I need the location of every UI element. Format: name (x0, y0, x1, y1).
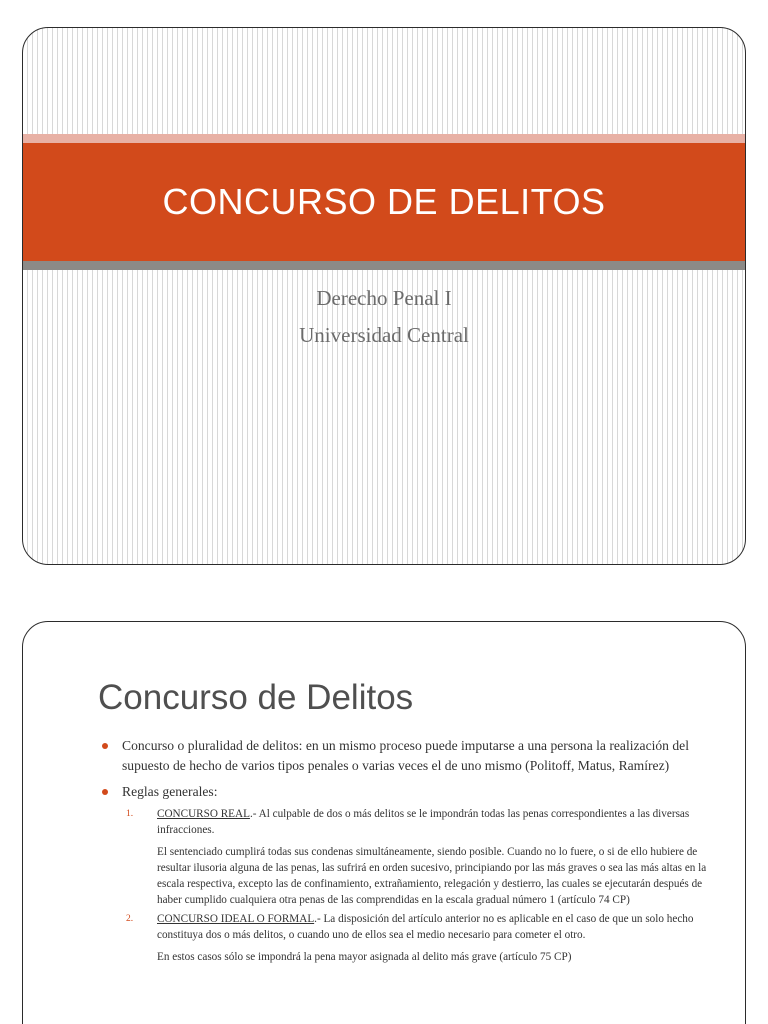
subtitle-university: Universidad Central (299, 323, 469, 347)
bullet-definition (98, 736, 708, 776)
content-slide (22, 621, 746, 1024)
rules-list (122, 806, 708, 965)
rule-heading: CONCURSO REAL (157, 808, 250, 820)
content-slide-title: Concurso de Delitos (98, 678, 414, 717)
accent-stripe-bottom (23, 261, 745, 270)
list-number: 1. (126, 809, 134, 819)
title-slide (22, 27, 746, 565)
bullet-list (98, 736, 708, 965)
rule-paragraph: El sentenciado cumplirá todas sus condenas simultáneamente, siendo posible. Cuando no lo fuere, o si de ello hubiere de resultar ilusoria alguna de las penas, las sufrirá en orden sucesivo, principiando por las más graves o sea las más altas en la escala respectiva, excepto las de confinamiento, extrañamiento, relegación y destierro, las cuales se ejecutarán después de haber cumplido cualquiera otra penas de las comprendidas en la escala gradual número 1 (artículo 74 CP) (157, 846, 707, 906)
title-band (23, 143, 745, 261)
subtitle-course: Derecho Penal I (316, 286, 452, 310)
rule-item-concurso-real (122, 806, 708, 838)
bullet-dot-icon (102, 743, 108, 749)
bullet-definition-text: Concurso o pluralidad de delitos: en un mismo proceso puede imputarse a una persona la realización del supuesto de hecho de varios tipos penales o varias veces el de uno mismo (Politoff, Matus, Ramírez) (122, 738, 689, 773)
slide-title: CONCURSO DE DELITOS (162, 181, 606, 222)
rule-text: .- Al culpable de dos o más delitos se le impondrán todas las penas correspondientes a las diversas infracciones. (157, 808, 690, 836)
bullet-dot-icon (102, 789, 108, 795)
accent-stripe-top (23, 134, 745, 143)
rule-text: .- La disposición del artículo anterior no es aplicable en el caso de que un solo hecho constituya dos o más delitos, o cuando uno de ellos sea el medio necesario para cometer el otro. (157, 913, 694, 941)
rule-item-concurso-ideal (122, 911, 708, 943)
list-number: 2. (126, 914, 134, 924)
rule-heading: CONCURSO IDEAL O FORMAL (157, 913, 315, 925)
bullet-rules (98, 782, 708, 802)
bullet-rules-text: Reglas generales: (122, 784, 218, 799)
rule-paragraph: En estos casos sólo se impondrá la pena mayor asignada al delito más grave (artículo 75 CP) (157, 951, 572, 963)
